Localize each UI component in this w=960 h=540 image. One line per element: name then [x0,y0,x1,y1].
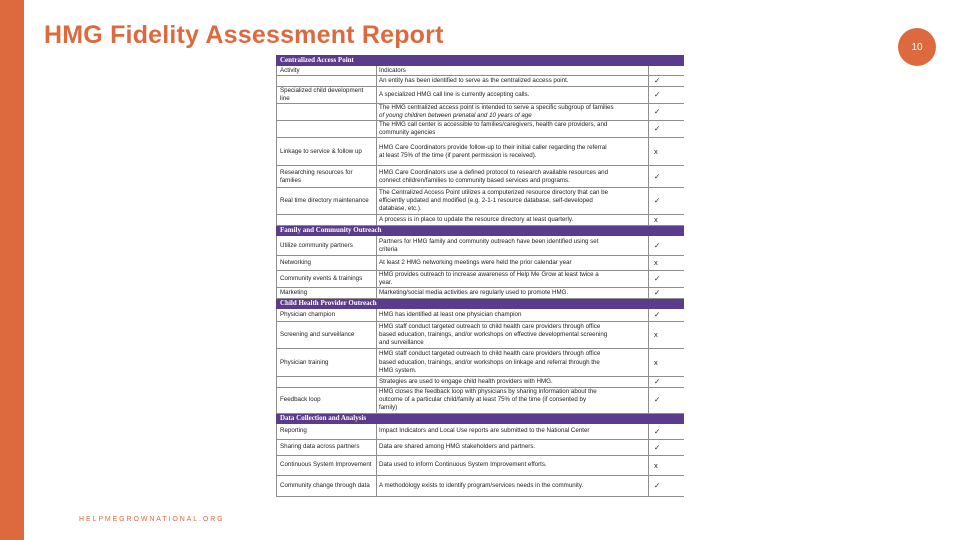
indicator-line: A methodology exists to identify program/services needs in the community. [379,481,584,489]
table-row [277,103,685,120]
activity-cell [277,103,377,120]
check-mark-icon: ✓ [649,121,685,138]
indicator-line: at least 75% of the time (if parent permission is received). [379,151,537,159]
side-accent-bar [0,0,24,540]
activity-cell: Community events & trainings [277,271,377,288]
indicator-line: An entity has been identified to serve as the centralized access point. [379,76,569,84]
section-header [277,413,685,423]
indicator-line: HMG provides outreach to increase awareness of Help Me Grow at least twice a [379,271,599,279]
indicator-line: based education, trainings, and/or workshops on effective developmental screening [379,331,608,338]
check-mark-icon: ✓ [649,423,685,439]
indicator-line: family) [379,404,398,412]
table-row [277,309,685,322]
indicator-line: At least 2 HMG networking meetings were held the prior calendar year [379,259,572,267]
indicator-cell [377,271,649,288]
table-row [277,215,685,226]
indicator-cell [377,309,649,322]
activity-cell: Researching resources for families [277,166,377,188]
table-row [277,377,685,388]
indicator-line: Data used to inform Continuous System Improvement efforts. [379,461,547,469]
table-row [277,455,685,475]
indicator-line: A specialized HMG call line is currently accepting calls. [379,90,530,98]
table-row [277,387,685,413]
fidelity-table [276,55,684,497]
not-met-mark-icon: x [649,138,685,166]
activity-cell: Community change through data [277,475,377,496]
indicator-cell [377,86,649,103]
check-mark-icon: ✓ [649,309,685,322]
indicator-cell [377,377,649,388]
page-number-badge [898,28,936,66]
not-met-mark-icon: x [649,256,685,271]
indicator-line: HMG Care Coordinators provide follow-up to their initial caller regarding the referral [379,143,607,151]
section-header [277,298,685,308]
table-row [277,423,685,439]
indicator-line: HMG Care Coordinators use a defined protocol to research available resources and [379,168,609,176]
table-row [277,76,685,87]
indicator-cell [377,322,649,349]
activity-cell: Reporting [277,423,377,439]
check-mark-icon: ✓ [649,387,685,413]
table-row [277,288,685,299]
not-met-mark-icon: x [649,215,685,226]
indicator-cell [377,103,649,120]
indicator-line: of young children between prenatal and 10 years of age [379,112,532,120]
indicator-line: Strategies are used to engage child health providers with HMG. [379,377,553,385]
table-row [277,188,685,215]
indicator-line: year. [379,279,393,287]
indicator-line: based education, trainings, and/or workshops on linkage and referral through the [379,358,600,366]
table-row [277,138,685,166]
footer-url: HELPMEGROWNATIONAL.ORG [79,516,225,523]
indicator-cell [377,138,649,166]
indicator-line: Marketing/social media activities are regularly used to promote HMG. [379,289,569,297]
activity-cell [277,121,377,138]
check-mark-icon: ✓ [649,86,685,103]
indicator-line: The HMG centralized access point is intended to serve a specific subgroup of families [379,103,614,111]
activity-cell: Linkage to service & follow up [277,138,377,166]
page-number: 10 [911,41,923,53]
section-title: Data Collection and Analysis [277,413,685,423]
status-header [649,66,685,76]
activity-cell [277,377,377,388]
section-header [277,56,685,66]
indicator-line: database, etc.). [379,205,422,213]
section-header [277,225,685,235]
indicator-line: connect children/families to community based services and programs. [379,176,570,184]
indicator-line: Data are shared among HMG stakeholders and partners. [379,443,536,451]
table-row [277,349,685,377]
activity-cell: Feedback loop [277,387,377,413]
section-title: Child Health Provider Outreach [277,298,685,308]
table-row [277,475,685,496]
indicator-cell [377,387,649,413]
table-row [277,271,685,288]
check-mark-icon: ✓ [649,103,685,120]
table-row [277,322,685,349]
table-row [277,256,685,271]
activity-cell: Physician training [277,349,377,377]
table-row [277,166,685,188]
indicator-header: Indicators [377,66,649,76]
indicator-cell [377,475,649,496]
activity-cell: Sharing data across partners [277,439,377,455]
table-header-row [277,66,685,76]
indicator-line: The HMG call center is accessible to families/caregivers, health care providers, and [379,121,608,129]
indicator-cell [377,76,649,87]
indicator-cell [377,349,649,377]
table-row [277,236,685,256]
indicator-line: HMG system. [379,366,417,374]
indicator-line: outcome of a particular child/family at least 75% of the time (if consented by [379,396,587,404]
check-mark-icon: ✓ [649,188,685,215]
activity-cell [277,76,377,87]
activity-cell: Marketing [277,288,377,299]
not-met-mark-icon: x [649,455,685,475]
not-met-mark-icon: x [649,349,685,377]
check-mark-icon: ✓ [649,271,685,288]
page-title: HMG Fidelity Assessment Report [44,21,444,49]
indicator-cell [377,439,649,455]
indicator-cell [377,288,649,299]
activity-cell [277,215,377,226]
indicator-cell [377,236,649,256]
indicator-line: HMG staff conduct targeted outreach to child health care providers through office [379,350,601,358]
activity-cell: Specialized child development line [277,86,377,103]
indicator-line: Impact Indicators and Local Use reports are submitted to the National Center [379,427,590,435]
activity-cell: Continuous System Improvement [277,455,377,475]
fidelity-table-image [276,55,684,530]
indicator-line: A process is in place to update the resource directory at least quarterly. [379,216,574,224]
check-mark-icon: ✓ [649,236,685,256]
check-mark-icon: ✓ [649,475,685,496]
activity-cell: Real time directory maintenance [277,188,377,215]
indicator-line: and surveillance [379,339,424,347]
activity-cell: Networking [277,256,377,271]
indicator-line: HMG staff conduct targeted outreach to child health care providers through office [379,322,601,330]
not-met-mark-icon: x [649,322,685,349]
indicator-line: community agencies [379,129,436,137]
indicator-line: The Centralized Access Point utilizes a computerized resource directory that can be [379,189,609,197]
indicator-cell [377,423,649,439]
section-title: Family and Community Outreach [277,225,685,235]
indicator-cell [377,215,649,226]
check-mark-icon: ✓ [649,76,685,87]
indicator-cell [377,256,649,271]
table-row [277,86,685,103]
indicator-line: HMG closes the feedback loop with physicians by sharing information about the [379,388,597,396]
check-mark-icon: ✓ [649,288,685,299]
indicator-cell [377,455,649,475]
activity-cell: Utilize community partners [277,236,377,256]
indicator-line: criteria [379,245,398,253]
check-mark-icon: ✓ [649,166,685,188]
table-row [277,439,685,455]
section-title: Centralized Access Point [277,56,685,66]
activity-header: Activity [277,66,377,76]
indicator-cell [377,188,649,215]
indicator-line: Partners for HMG family and community outreach have been identified using set [379,237,599,245]
check-mark-icon: ✓ [649,439,685,455]
indicator-line: efficiently updated and modified (e.g. 2-1-1 resource database, self-developed [379,197,593,205]
indicator-cell [377,166,649,188]
indicator-cell [377,121,649,138]
indicator-line: HMG has identified at least one physician champion [379,311,522,318]
activity-cell: Physician champion [277,309,377,322]
check-mark-icon: ✓ [649,377,685,388]
activity-cell: Screening and surveillance [277,322,377,349]
table-row [277,121,685,138]
